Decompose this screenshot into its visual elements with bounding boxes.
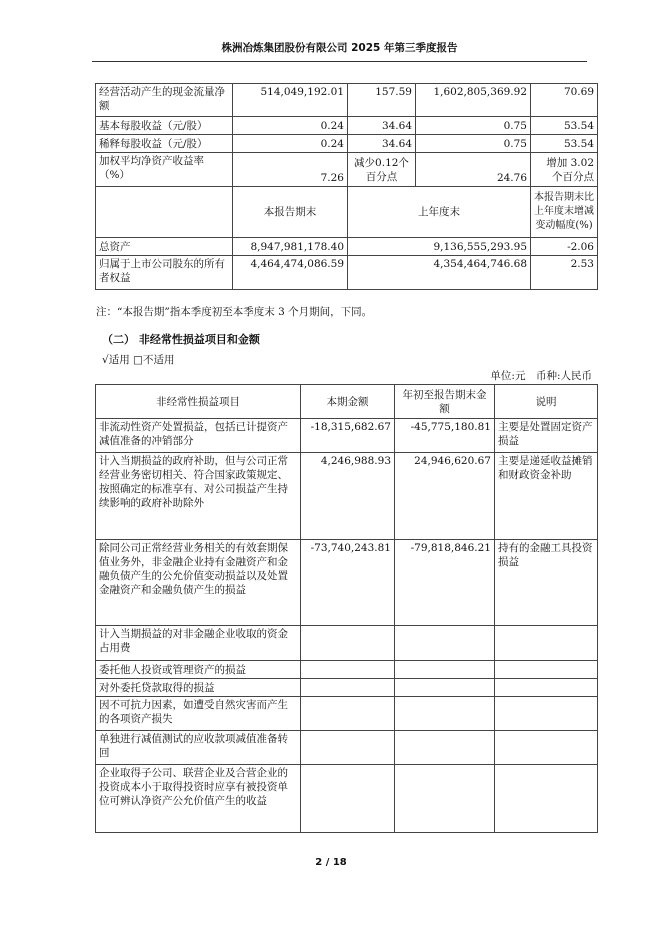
cell-value: 0.24 xyxy=(233,135,348,153)
row-label: 稀释每股收益（元/股） xyxy=(96,135,233,153)
table-row xyxy=(96,153,598,187)
unit-currency-label: 单位:元 币种:人民币 xyxy=(490,370,592,382)
cell-value: 减少0.12个百分点 xyxy=(348,153,416,187)
table-row xyxy=(96,626,598,661)
description-cell: 持有的金融工具投资损益 xyxy=(495,540,598,626)
cell-value: 0.24 xyxy=(233,117,348,135)
ytd-amount-cell: -45,775,180.81 xyxy=(395,419,495,453)
page-header-title: 株洲冶炼集团股份有限公司 2025 年第三季度报告 xyxy=(221,42,458,54)
column-header: 说明 xyxy=(495,385,598,419)
row-label: 经营活动产生的现金流量净额 xyxy=(96,84,233,117)
current-amount-cell xyxy=(301,679,395,697)
cell-value: 0.75 xyxy=(416,117,531,135)
table-note: 注：“本报告期”指本季度初至本季度末 3 个月期间，下同。 xyxy=(96,306,373,318)
description-cell: 主要是递延收益摊销和财政资金补助 xyxy=(495,453,598,540)
table-row xyxy=(96,661,598,679)
cell-value: 157.59 xyxy=(348,84,416,117)
table-row xyxy=(96,540,598,626)
ytd-amount-cell xyxy=(395,679,495,697)
column-header: 本期金额 xyxy=(301,385,395,419)
cell-value: 53.54 xyxy=(531,117,598,135)
non-recurring-items-table xyxy=(95,384,598,833)
cell-value: 8,947,981,178.40 xyxy=(233,238,348,256)
column-header: 上年度末 xyxy=(348,187,531,238)
item-cell: 因不可抗力因素，如遭受自然灾害而产生的各项资产损失 xyxy=(96,697,301,731)
current-amount-cell xyxy=(301,697,395,731)
cell-value: 53.54 xyxy=(531,135,598,153)
description-cell xyxy=(495,697,598,731)
header-divider xyxy=(92,61,587,62)
current-amount-cell: -73,740,243.81 xyxy=(301,540,395,626)
cell-value: 514,049,192.01 xyxy=(233,84,348,117)
ytd-amount-cell: 24,946,620.67 xyxy=(395,453,495,540)
cell-value: 34.64 xyxy=(348,135,416,153)
description-cell xyxy=(495,661,598,679)
table-row xyxy=(96,453,598,540)
table-subheader-row xyxy=(96,187,598,238)
applicability-checkbox-text: √适用 □不适用 xyxy=(102,354,175,366)
description-cell xyxy=(495,679,598,697)
cell-value: 4,464,474,086.59 xyxy=(233,256,348,290)
table-row xyxy=(96,84,598,117)
column-header: 非经常性损益项目 xyxy=(96,385,301,419)
cell-value: 增加 3.02 个百分点 xyxy=(531,153,598,187)
item-cell: 除同公司正常经营业务相关的有效套期保值业务外，非金融企业持有金融资产和金融负债产生的公允价值变动损益以及处置金融资产和金融负债产生的损益 xyxy=(96,540,301,626)
row-label: 总资产 xyxy=(96,238,233,256)
item-cell: 单独进行减值测试的应收款项减值准备转回 xyxy=(96,731,301,765)
table-row xyxy=(96,256,598,290)
ytd-amount-cell: -79,818,846.21 xyxy=(395,540,495,626)
page-number: 2 / 18 xyxy=(315,857,347,868)
current-amount-cell xyxy=(301,661,395,679)
item-cell: 非流动性资产处置损益，包括已计提资产减值准备的冲销部分 xyxy=(96,419,301,453)
column-header: 年初至报告期末金额 xyxy=(395,385,495,419)
table-row xyxy=(96,765,598,833)
description-cell xyxy=(495,765,598,833)
cell-value: 9,136,555,293.95 xyxy=(348,238,531,256)
item-cell: 计入当期损益的对非金融企业收取的资金占用费 xyxy=(96,626,301,661)
cell-value: 7.26 xyxy=(233,153,348,187)
cell-value: 2.53 xyxy=(531,256,598,290)
current-amount-cell: -18,315,682.67 xyxy=(301,419,395,453)
cell-value: 24.76 xyxy=(416,153,531,187)
item-cell: 企业取得子公司、联营企业及合营企业的投资成本小于取得投资时应享有被投资单位可辨认净资产公允价值产生的收益 xyxy=(96,765,301,833)
table-row xyxy=(96,419,598,453)
current-amount-cell xyxy=(301,626,395,661)
table-row xyxy=(96,679,598,697)
cell-value: -2.06 xyxy=(531,238,598,256)
item-cell: 委托他人投资或管理资产的损益 xyxy=(96,661,301,679)
ytd-amount-cell xyxy=(395,626,495,661)
description-cell: 主要是处置固定资产损益 xyxy=(495,419,598,453)
table-row xyxy=(96,135,598,153)
cell-value: 70.69 xyxy=(531,84,598,117)
current-amount-cell xyxy=(301,731,395,765)
table-row xyxy=(96,117,598,135)
blank-cell xyxy=(96,187,233,238)
current-amount-cell xyxy=(301,765,395,833)
table-row xyxy=(96,697,598,731)
table-row xyxy=(96,238,598,256)
column-header: 本报告期末比上年度末增减变动幅度(%) xyxy=(531,187,598,238)
column-header: 本报告期末 xyxy=(233,187,348,238)
ytd-amount-cell xyxy=(395,697,495,731)
item-cell: 对外委托贷款取得的损益 xyxy=(96,679,301,697)
ytd-amount-cell xyxy=(395,661,495,679)
row-label: 加权平均净资产收益率（%） xyxy=(96,153,233,187)
ytd-amount-cell xyxy=(395,765,495,833)
cell-value: 4,354,464,746.68 xyxy=(348,256,531,290)
row-label: 归属于上市公司股东的所有者权益 xyxy=(96,256,233,290)
cell-value: 34.64 xyxy=(348,117,416,135)
section-title: （二） 非经常性损益项目和金额 xyxy=(102,333,260,346)
ytd-amount-cell xyxy=(395,731,495,765)
current-amount-cell: 4,246,988.93 xyxy=(301,453,395,540)
financial-indicators-table xyxy=(95,83,598,290)
table-header-row xyxy=(96,385,598,419)
cell-value: 1,602,805,369.92 xyxy=(416,84,531,117)
item-cell: 计入当期损益的政府补助，但与公司正常经营业务密切相关、符合国家政策规定、按照确定的标准享有、对公司损益产生持续影响的政府补助除外 xyxy=(96,453,301,540)
description-cell xyxy=(495,731,598,765)
description-cell xyxy=(495,626,598,661)
row-label: 基本每股收益（元/股） xyxy=(96,117,233,135)
table-row xyxy=(96,731,598,765)
cell-value: 0.75 xyxy=(416,135,531,153)
